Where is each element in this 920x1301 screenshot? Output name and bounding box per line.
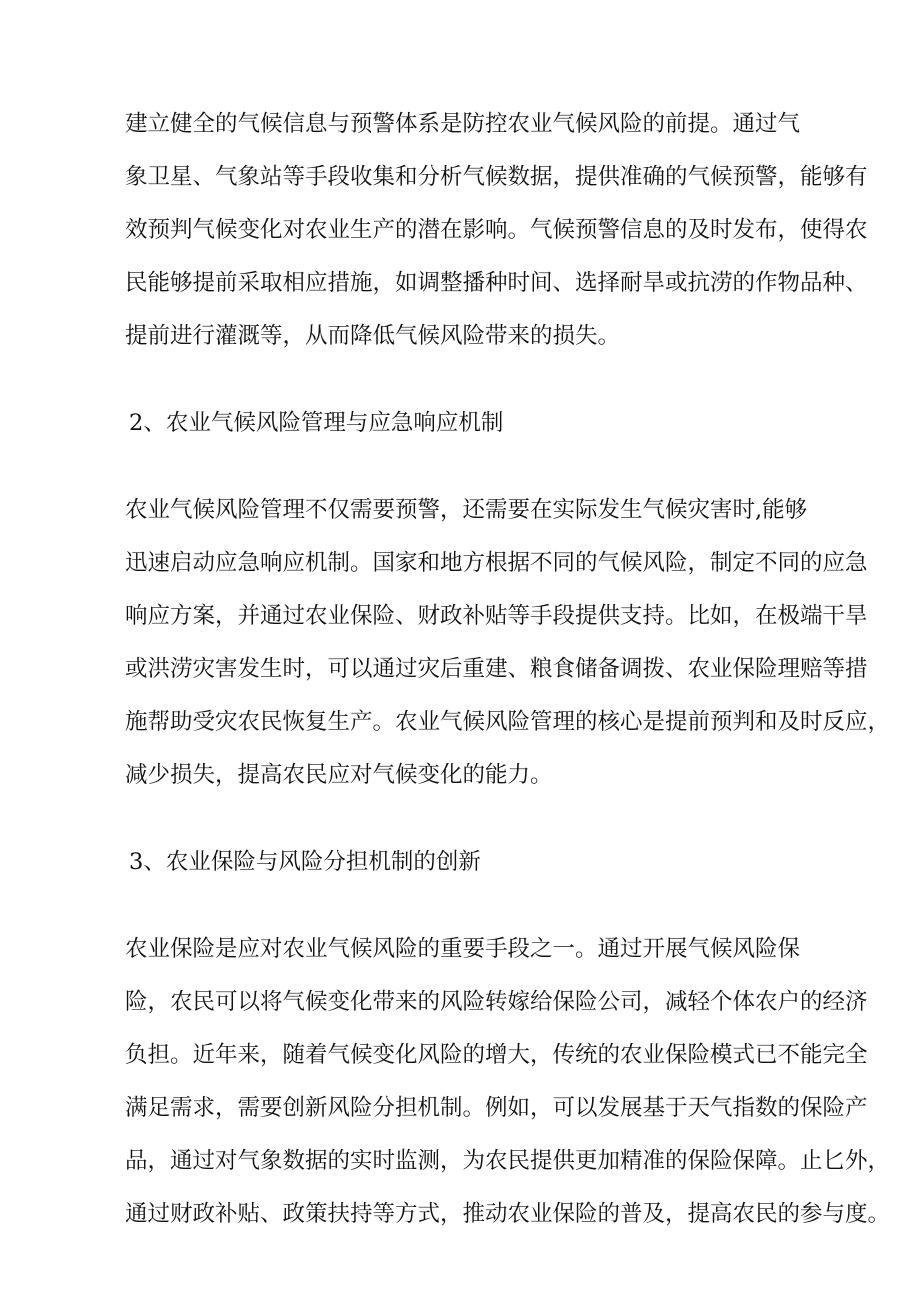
document-body: [80, 98, 891, 1241]
text-line: 农业保险是应对农业气候风险的重要手段之一。通过开展气候风险保: [125, 936, 801, 962]
text-line: 效预判气候变化对农业生产的潜在影响。气候预警信息的及时发布，使得农: [125, 217, 868, 243]
text-line: 提前进行灌溉等，从而降低气候风险带来的损失。: [125, 323, 621, 349]
section-heading-2: [80, 397, 840, 450]
heading-text: 3、农业保险与风险分担机制的创新: [129, 849, 481, 875]
text-line: 通过财政补贴、政策扶持等方式，推动农业保险的普及，提高农民的参与度。: [125, 1201, 891, 1227]
text-line: 民能够提前采取相应措施，如调整播种时间、选择耐旱或抗涝的作物品种、: [125, 270, 868, 296]
text-line: 施帮助受灾农民恢复生产。农业气候风险管理的核心是提前预判和及时反应，: [125, 709, 891, 735]
section-heading-3: [80, 836, 840, 889]
text-line: 或洪涝灾害发生时，可以通过灾后重建、粮食储备调拨、农业保险理赔等措: [125, 656, 868, 682]
text-line: 农业气候风险管理不仅需要预警，还需要在实际发生气候灾害时,能够: [125, 497, 808, 523]
text-line: 建立健全的气候信息与预警体系是防控农业气候风险的前提。通过气: [125, 111, 801, 137]
text-line: 险，农民可以将气候变化带来的风险转嫁给保险公司，减轻个体农户的经济: [125, 989, 868, 1015]
text-line: 负担。近年来，随着气候变化风险的增大，传统的农业保险模式已不能完全: [125, 1042, 868, 1068]
paragraph-emergency-response: [80, 484, 891, 802]
text-line: 响应方案，并通过农业保险、财政补贴等手段提供支持。比如，在极端干旱: [125, 603, 868, 629]
text-line: 迅速启动应急响应机制。国家和地方根据不同的气候风险，制定不同的应急: [125, 550, 868, 576]
paragraph-climate-warning: [80, 98, 868, 363]
text-line: 满足需求，需要创新风险分担机制。例如，可以发展基于天气指数的保险产: [125, 1095, 868, 1121]
text-line: 减少损失，提高农民应对气候变化的能力。: [125, 762, 553, 788]
paragraph-insurance-innovation: [80, 923, 891, 1241]
heading-text: 2、农业气候风险管理与应急响应机制: [129, 410, 504, 436]
text-line: 象卫星、气象站等手段收集和分析气候数据，提供准确的气候预警，能够有: [125, 164, 868, 190]
text-line: 品，通过对气象数据的实时监测，为农民提供更加精准的保险保障。止匕外，: [125, 1148, 891, 1174]
